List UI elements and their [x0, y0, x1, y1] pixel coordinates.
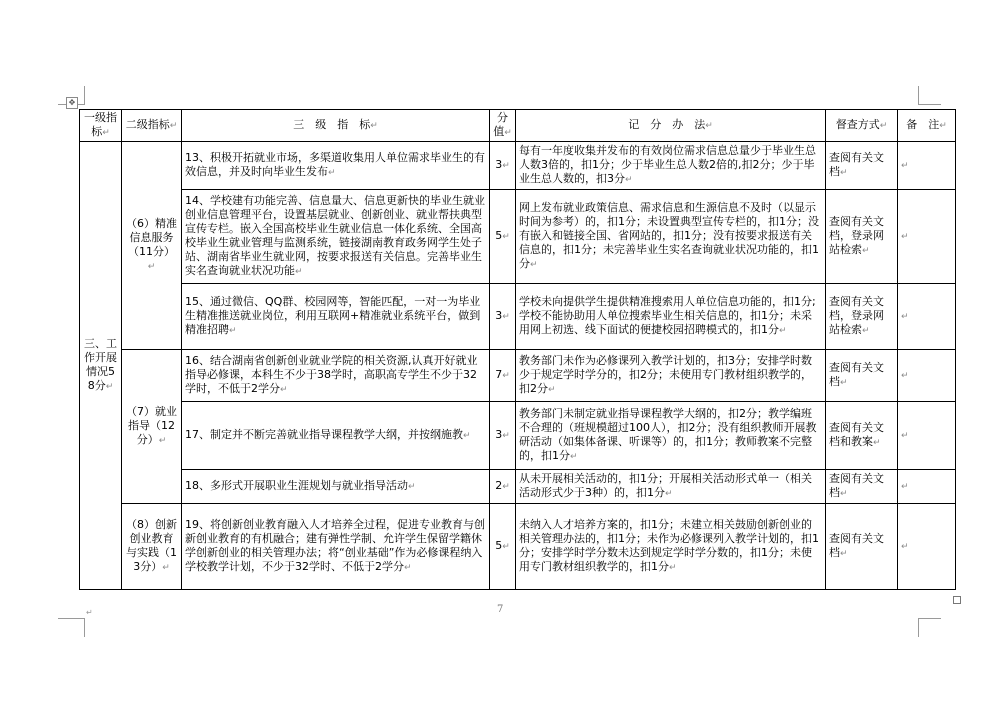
indicator-cell: 17、制定并不断完善就业指导课程教学大纲，并按纲施教↵: [182, 402, 490, 470]
scoring-method-cell: 教务部门未制定就业指导课程教学大纲的，扣2分；教学编班不合理的（班规模超过100人），扣2分；没有组织教师开展教研活动（如集体备课、听课等）的，扣1分；教师教案不完整的，扣1分↵: [516, 402, 826, 470]
remarks-cell: ↵: [898, 504, 956, 590]
remarks-cell: ↵: [898, 190, 956, 284]
inspection-method-cell: 查阅有关文档↵: [826, 350, 898, 402]
header-level3: 三 级 指 标↵: [182, 110, 490, 142]
scoring-method-cell: 学校未向提供学生提供精准搜索用人单位信息功能的，扣1分;学校不能协助用人单位搜索毕业生相关信息的，扣1分；未采用网上初选、线下面试的便捷校园招聘模式的，扣1分↵: [516, 284, 826, 350]
table-row: [80, 504, 956, 590]
remarks-cell: ↵: [898, 142, 956, 190]
inspection-method-cell: 查阅有关文档↵: [826, 142, 898, 190]
table-row: [80, 284, 956, 350]
remarks-cell: ↵: [898, 284, 956, 350]
level1-cell: 三、工作开展情况58分↵: [80, 142, 122, 590]
inspection-method-cell: 查阅有关文档↵: [826, 470, 898, 504]
inspection-method-cell: 查阅有关文档和教案↵: [826, 402, 898, 470]
remarks-cell: ↵: [898, 402, 956, 470]
inspection-method-cell: 查阅有关文档，登录网站检索↵: [826, 190, 898, 284]
paragraph-mark: ↵: [86, 608, 93, 617]
table-row: [80, 142, 956, 190]
score-cell: 2↵: [490, 470, 516, 504]
crop-mark-top-right: [918, 86, 941, 105]
header-level2: 二级指标↵: [122, 110, 182, 142]
table-row: [80, 350, 956, 402]
header-inspection-method: 督查方式↵: [826, 110, 898, 142]
level2-cell: （6）精准信息服务（11分）↵: [122, 142, 182, 350]
header-level1: 一级指标↵: [80, 110, 122, 142]
score-cell: 5↵: [490, 504, 516, 590]
header-scoring-method: 记 分 办 法↵: [516, 110, 826, 142]
scoring-method-cell: 教务部门未作为必修课列入教学计划的，扣3分；安排学时数少于规定学时学分的，扣2分；未使用专门教材组织教学的，扣2分↵: [516, 350, 826, 402]
score-cell: 3↵: [490, 142, 516, 190]
table-resize-handle[interactable]: [953, 596, 961, 604]
page-number: 7: [497, 604, 504, 615]
table-move-handle-icon[interactable]: ✥: [66, 97, 78, 109]
indicator-cell: 18、多形式开展职业生涯规划与就业指导活动↵: [182, 470, 490, 504]
scoring-method-cell: 网上发布就业政策信息、需求信息和生源信息不及时（以显示时间为参考）的，扣1分；未设置典型宣传专栏的，扣1分；没有嵌入和链接全国、省网站的，扣1分；没有按要求报送有关信息的，扣1分；未完善毕业生实名查询就业状况功能的，扣1分↵: [516, 190, 826, 284]
score-cell: 7↵: [490, 350, 516, 402]
score-cell: 3↵: [490, 284, 516, 350]
score-cell: 5↵: [490, 190, 516, 284]
header-score: 分值↵: [490, 110, 516, 142]
scoring-method-cell: 未纳入人才培养方案的，扣1分；未建立相关鼓励创新创业的相关管理办法的，扣1分；未作为必修课列入教学计划的，扣1分；安排学时学分数未达到规定学时学分数的，扣1分；未使用专门教材组织教学的，扣1分↵: [516, 504, 826, 590]
remarks-cell: ↵: [898, 350, 956, 402]
remarks-cell: ↵: [898, 470, 956, 504]
indicator-cell: 14、学校建有功能完善、信息量大、信息更新快的毕业生就业创业信息管理平台，设置基层就业、创新创业、就业帮扶典型宣传专栏。嵌入全国高校毕业生就业信息一体化系统、全国高校毕业生就业管理与监测系统，链接湖南教育政务网学生处子站、湖南省毕业生就业网，按要求报送有关信息。完善毕业生实名查询就业状况功能↵: [182, 190, 490, 284]
crop-mark-bottom-left: [58, 618, 85, 637]
table-row: [80, 190, 956, 284]
scoring-method-cell: 每有一年度收集并发布的有效岗位需求信息总量少于毕业生总人数3倍的，扣1分；少于毕业生总人数2倍的,扣2分；少于毕业生总人数的，扣3分↵: [516, 142, 826, 190]
level2-cell: （7）就业指导（12分）↵: [122, 350, 182, 504]
level2-cell: （8）创新创业教育与实践（13分）↵: [122, 504, 182, 590]
evaluation-table: [79, 109, 956, 590]
inspection-method-cell: 查阅有关文档，登录网站检索↵: [826, 284, 898, 350]
indicator-cell: 13、积极开拓就业市场，多渠道收集用人单位需求毕业生的有效信息，并及时向毕业生发布↵: [182, 142, 490, 190]
scoring-method-cell: 从未开展相关活动的，扣1分；开展相关活动形式单一（相关活动形式少于3种）的，扣1分↵: [516, 470, 826, 504]
header-remarks: 备 注↵: [898, 110, 956, 142]
table-row: [80, 402, 956, 470]
indicator-cell: 15、通过微信、QQ群、校园网等，智能匹配，一对一为毕业生精准推送就业岗位，利用互联网+精准就业系统平台，做到精准招聘↵: [182, 284, 490, 350]
score-cell: 3↵: [490, 402, 516, 470]
indicator-cell: 16、结合湖南省创新创业就业学院的相关资源,认真开好就业指导必修课，本科生不少于38学时，高职高专学生不少于32学时，不低于2学分↵: [182, 350, 490, 402]
crop-mark-bottom-right: [918, 618, 941, 637]
indicator-cell: 19、将创新创业教育融入人才培养全过程，促进专业教育与创新创业教育的有机融合；建有弹性学制、允许学生保留学籍休学创新创业的相关管理办法；将“创业基础”作为必修课程纳入学校教学计划，不少于32学时、不低于2学分↵: [182, 504, 490, 590]
table-row: [80, 470, 956, 504]
inspection-method-cell: 查阅有关文档↵: [826, 504, 898, 590]
table-header-row: [80, 110, 956, 142]
